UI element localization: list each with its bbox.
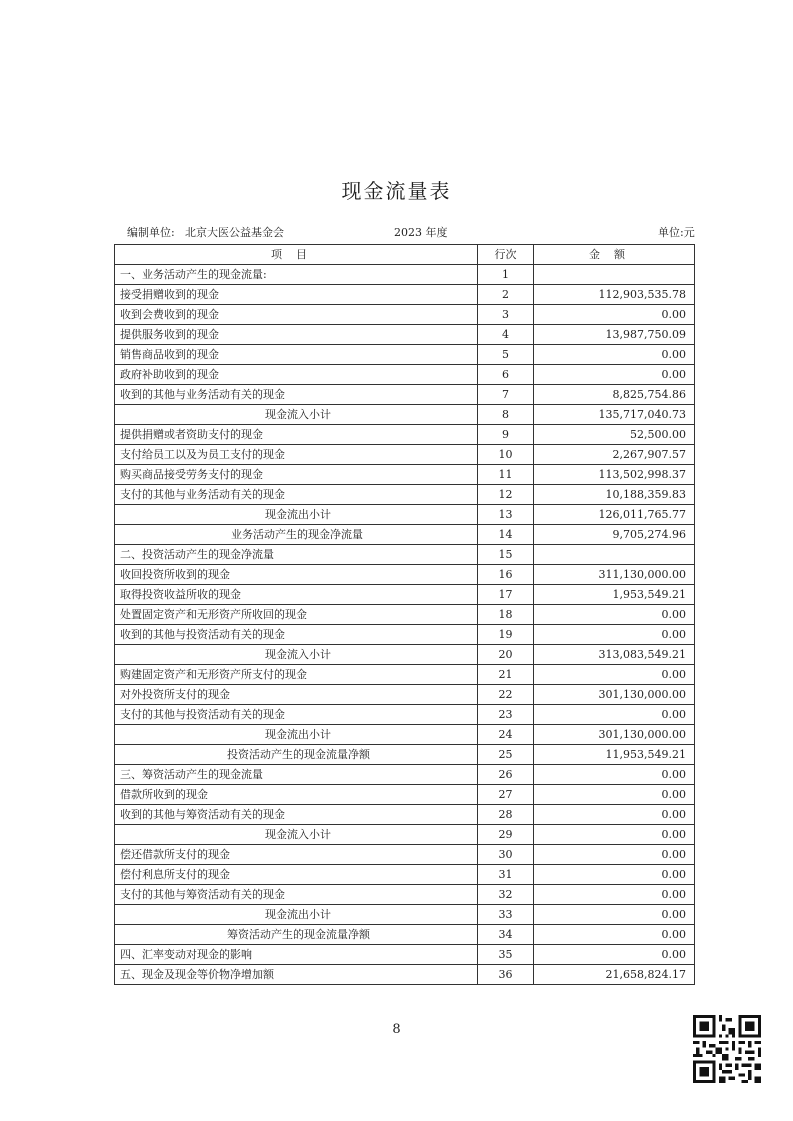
row-number: 11 [478, 465, 534, 485]
row-amount: 0.00 [534, 305, 695, 325]
row-number: 26 [478, 765, 534, 785]
organization-name: 北京大医公益基金会 [185, 226, 284, 239]
row-label: 现金流出小计 [115, 505, 478, 525]
row-label: 支付的其他与投资活动有关的现金 [115, 705, 478, 725]
table-row [115, 845, 695, 865]
table-row [115, 685, 695, 705]
row-number: 34 [478, 925, 534, 945]
row-amount: 0.00 [534, 925, 695, 945]
row-number: 18 [478, 605, 534, 625]
row-number: 21 [478, 665, 534, 685]
row-number: 28 [478, 805, 534, 825]
table-row [115, 965, 695, 985]
row-amount: 0.00 [534, 885, 695, 905]
table-row [115, 605, 695, 625]
row-amount: 0.00 [534, 705, 695, 725]
row-number: 14 [478, 525, 534, 545]
row-amount [534, 265, 695, 285]
row-label: 筹资活动产生的现金流量净额 [115, 925, 478, 945]
row-label: 对外投资所支付的现金 [115, 685, 478, 705]
row-number: 2 [478, 285, 534, 305]
row-number: 31 [478, 865, 534, 885]
row-amount: 0.00 [534, 905, 695, 925]
page-title: 现金流量表 [341, 179, 452, 203]
row-number: 33 [478, 905, 534, 925]
row-number: 1 [478, 265, 534, 285]
row-number: 15 [478, 545, 534, 565]
row-number: 30 [478, 845, 534, 865]
table-row [115, 305, 695, 325]
row-number: 6 [478, 365, 534, 385]
table-row [115, 625, 695, 645]
row-number: 5 [478, 345, 534, 365]
row-label: 支付给员工以及为员工支付的现金 [115, 445, 478, 465]
row-amount: 21,658,824.17 [534, 965, 695, 985]
row-amount [534, 545, 695, 565]
row-amount: 0.00 [534, 605, 695, 625]
row-label: 接受捐赠收到的现金 [115, 285, 478, 305]
row-number: 19 [478, 625, 534, 645]
table-row [115, 325, 695, 345]
row-amount: 112,903,535.78 [534, 285, 695, 305]
row-number: 29 [478, 825, 534, 845]
row-label: 现金流入小计 [115, 405, 478, 425]
table-row [115, 905, 695, 925]
row-label: 四、汇率变动对现金的影响 [115, 945, 478, 965]
row-label: 一、业务活动产生的现金流量: [115, 265, 478, 285]
table-row [115, 585, 695, 605]
row-amount: 313,083,549.21 [534, 645, 695, 665]
table-row [115, 545, 695, 565]
table-row [115, 425, 695, 445]
row-label: 取得投资收益所收的现金 [115, 585, 478, 605]
row-number: 7 [478, 385, 534, 405]
row-label: 支付的其他与筹资活动有关的现金 [115, 885, 478, 905]
row-number: 35 [478, 945, 534, 965]
table-row [115, 665, 695, 685]
table-row [115, 285, 695, 305]
table-row [115, 825, 695, 845]
table-row [115, 485, 695, 505]
row-number: 16 [478, 565, 534, 585]
row-amount: 8,825,754.86 [534, 385, 695, 405]
row-amount: 0.00 [534, 845, 695, 865]
table-row [115, 465, 695, 485]
table-row [115, 405, 695, 425]
row-amount: 10,188,359.83 [534, 485, 695, 505]
row-amount: 52,500.00 [534, 425, 695, 445]
row-amount: 0.00 [534, 765, 695, 785]
row-number: 20 [478, 645, 534, 665]
row-label: 现金流入小计 [115, 825, 478, 845]
row-number: 22 [478, 685, 534, 705]
row-label: 现金流出小计 [115, 725, 478, 745]
row-label: 借款所收到的现金 [115, 785, 478, 805]
row-label: 购建固定资产和无形资产所支付的现金 [115, 665, 478, 685]
row-amount: 0.00 [534, 665, 695, 685]
row-label: 五、现金及现金等价物净增加额 [115, 965, 478, 985]
row-label: 收到的其他与投资活动有关的现金 [115, 625, 478, 645]
table-row [115, 365, 695, 385]
row-amount: 301,130,000.00 [534, 725, 695, 745]
row-label: 现金流出小计 [115, 905, 478, 925]
table-row [115, 345, 695, 365]
table-row [115, 505, 695, 525]
table-row [115, 705, 695, 725]
row-number: 32 [478, 885, 534, 905]
table-row [115, 565, 695, 585]
row-label: 现金流入小计 [115, 645, 478, 665]
row-amount: 0.00 [534, 365, 695, 385]
page-number: 8 [392, 1022, 401, 1037]
row-label: 政府补助收到的现金 [115, 365, 478, 385]
row-amount: 0.00 [534, 825, 695, 845]
currency-unit: 单位:元 [658, 226, 695, 239]
row-label: 支付的其他与业务活动有关的现金 [115, 485, 478, 505]
row-label: 收回投资所收到的现金 [115, 565, 478, 585]
row-amount: 0.00 [534, 865, 695, 885]
table-row [115, 725, 695, 745]
row-label: 处置固定资产和无形资产所收回的现金 [115, 605, 478, 625]
table-header-row [115, 245, 695, 265]
row-amount: 135,717,040.73 [534, 405, 695, 425]
row-number: 23 [478, 705, 534, 725]
table-row [115, 525, 695, 545]
row-number: 3 [478, 305, 534, 325]
row-amount: 126,011,765.77 [534, 505, 695, 525]
row-amount: 113,502,998.37 [534, 465, 695, 485]
row-label: 二、投资活动产生的现金净流量 [115, 545, 478, 565]
row-amount: 0.00 [534, 945, 695, 965]
table-row [115, 445, 695, 465]
row-number: 24 [478, 725, 534, 745]
row-label: 提供服务收到的现金 [115, 325, 478, 345]
table-row [115, 945, 695, 965]
table-row [115, 785, 695, 805]
row-amount: 1,953,549.21 [534, 585, 695, 605]
table-row [115, 865, 695, 885]
table-row [115, 385, 695, 405]
row-label: 偿付利息所支付的现金 [115, 865, 478, 885]
table-row [115, 925, 695, 945]
row-amount: 13,987,750.09 [534, 325, 695, 345]
row-number: 12 [478, 485, 534, 505]
table-row [115, 645, 695, 665]
row-label: 偿还借款所支付的现金 [115, 845, 478, 865]
row-amount: 9,705,274.96 [534, 525, 695, 545]
row-number: 9 [478, 425, 534, 445]
column-header-row-no: 行次 [478, 245, 534, 265]
table-row [115, 885, 695, 905]
row-number: 13 [478, 505, 534, 525]
row-label: 业务活动产生的现金净流量 [115, 525, 478, 545]
row-amount: 301,130,000.00 [534, 685, 695, 705]
qr-code-icon [693, 1015, 761, 1083]
compiler-label: 编制单位: [127, 226, 175, 239]
row-amount: 0.00 [534, 345, 695, 365]
table-row [115, 265, 695, 285]
row-amount: 11,953,549.21 [534, 745, 695, 765]
row-amount: 311,130,000.00 [534, 565, 695, 585]
row-number: 10 [478, 445, 534, 465]
row-label: 收到会费收到的现金 [115, 305, 478, 325]
row-label: 销售商品收到的现金 [115, 345, 478, 365]
table-row [115, 805, 695, 825]
row-label: 三、筹资活动产生的现金流量 [115, 765, 478, 785]
row-amount: 0.00 [534, 625, 695, 645]
row-number: 36 [478, 965, 534, 985]
row-label: 收到的其他与业务活动有关的现金 [115, 385, 478, 405]
cash-flow-table [114, 244, 695, 985]
column-header-item: 项目 [115, 245, 478, 265]
row-label: 收到的其他与筹资活动有关的现金 [115, 805, 478, 825]
table-row [115, 765, 695, 785]
row-amount: 2,267,907.57 [534, 445, 695, 465]
row-label: 提供捐赠或者资助支付的现金 [115, 425, 478, 445]
row-label: 投资活动产生的现金流量净额 [115, 745, 478, 765]
row-number: 8 [478, 405, 534, 425]
row-amount: 0.00 [534, 785, 695, 805]
table-row [115, 745, 695, 765]
row-number: 17 [478, 585, 534, 605]
column-header-amount: 金额 [534, 245, 695, 265]
row-number: 4 [478, 325, 534, 345]
row-number: 25 [478, 745, 534, 765]
row-amount: 0.00 [534, 805, 695, 825]
row-number: 27 [478, 785, 534, 805]
row-label: 购买商品接受劳务支付的现金 [115, 465, 478, 485]
report-year: 2023 年度 [394, 226, 448, 239]
